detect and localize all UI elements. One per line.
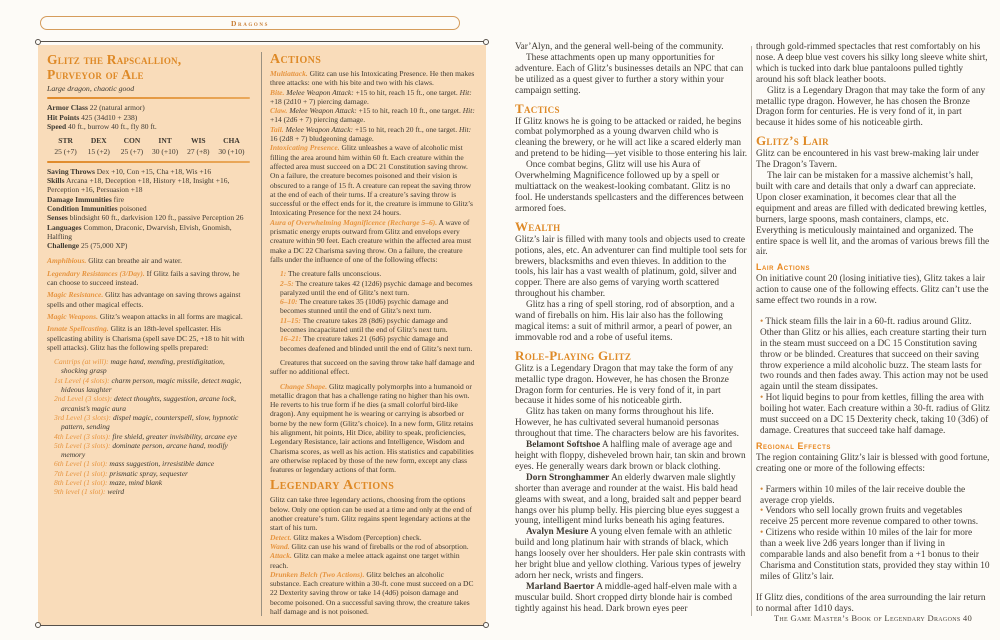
spell-row: 8th Level (1 slot): maze, mind blank	[54, 477, 163, 487]
ability-con: CON 25 (+7)	[120, 136, 144, 157]
traits-list	[47, 256, 250, 352]
spell-row: 5th Level (3 slots): dominate person, arcane hand, modify memory	[54, 440, 228, 460]
column-4	[756, 42, 990, 615]
regional-outro: If Glitz dies, conditions of the area surrounding the lair return to normal after 1d10 days.	[756, 592, 986, 614]
paragraph: Glitz is a Legendary Dragon that may take the form of any metallic type dragon. However, he has chosen the Bronze Dragon form for centuries. He is very fond of it, in part because it hides some of his noticeable girth.	[756, 85, 986, 129]
regional-bullet: • Farmers within 10 miles of the lair receive double the average crop yields.	[756, 485, 990, 507]
legendary-intro: Glitz can take three legendary actions, choosing from the options below. Only one option can be used at a time and only at the end of another creature’s turn. Glitz regains spent legendary actions at the start of his turn.	[270, 495, 472, 533]
continued-paragraph: through gold-rimmed spectacles that rest comfortably on his nose. A deep blue vest covers his silky long sleeve white shirt, which is tucked into dark blue pantaloons pulled tightly around his soft black leather boots.	[756, 42, 988, 85]
trait: Legendary Resistances (3/Day). If Glitz fails a saving throw, he can choose to succeed instead.	[47, 268, 240, 288]
lair-action-bullet: • Thick steam fills the lair in a 60-ft. radius around Glitz. Other than Glitz or his allies, each creature starting their turn in the steam must succeed on a DC 15 Constitution saving throw or be blinded. Creatures that succeed on their saving throw experience a mild alcoholic buzz. The steam lasts for two rounds and then fades away. This action may not be used again until the steam dissipates.	[756, 317, 990, 393]
ability-dex: DEX 15 (+2)	[87, 136, 110, 157]
legendary-action: Detect. Glitz makes a Wisdom (Perception) check.	[270, 532, 422, 542]
lair-paragraph: The lair can be mistaken for a massive alchemist’s hall, built with care and details that only a dwarf can appreciate. Upon closer examination, it becomes clear that all the equipment and areas are filled with dedicated brewing kettles, burners, large spoons, mash containers, clamps, etc. Everything is meticulously maintained and organized. The entire space is well lit, and the aromas of various brews fill the air.	[756, 171, 990, 258]
action: Bite. Melee Weapon Attack: +15 to hit, reach 15 ft., one target. Hit: +18 (2d10 + 7) piercing damage.	[270, 87, 472, 106]
effect-row: 16–21: The creature takes 21 (6d6) psychic damage and becomes deafened and blinded until the end of Glitz’s next turn.	[280, 334, 473, 353]
actions-column	[270, 52, 475, 616]
effects-footer: Creatures that succeed on the saving throw take half damage and suffer no additional effect.	[270, 357, 475, 377]
trait: Magic Weapons. Glitz’s weapon attacks in all forms are magical.	[47, 311, 243, 321]
roleplay-heading: Role-Playing Glitz	[515, 347, 632, 363]
skills: Skills Arcana +18, Deception +18, History +18, Insight +16, Perception +16, Persuasion +18	[47, 176, 230, 195]
spell-list	[47, 357, 250, 496]
rule-end-ring	[483, 622, 489, 628]
statblock-rule	[47, 97, 250, 99]
regional-bullet: • Vendors who sell locally grown fruits and vegetables receive 25 percent more revenue compared to other towns.	[756, 506, 990, 528]
trait: Magic Resistance. Glitz has advantage on saving throws against spells and other magical effects.	[47, 290, 241, 309]
rule-end-ring	[35, 622, 41, 628]
languages: Languages Common, Draconic, Dwarvish, Elvish, Gnomish, Halfling	[47, 222, 232, 241]
spell-row: Cantrips (at will): mage hand, mending, prestidigitation, shocking grasp	[54, 357, 225, 376]
lair-paragraph: Glitz can be encountered in his vast brew-making lair under The Dragon’s Tavern.	[756, 149, 979, 171]
legendary-action: Wand. Glitz can use his wand of fireballs or the rod of absorption.	[270, 541, 469, 551]
damage-immunities: Damage Immunities fire	[47, 194, 125, 204]
statblock-subtitle: Large dragon, chaotic good	[47, 84, 135, 93]
condition-immunities: Condition Immunities poisoned	[47, 203, 147, 213]
regional-bullet: • Citizens who reside within 10 miles of the lair for more than a week live 2d6 years longer than if living in comparable lands and also benefit from a +1 bonus to their Charisma and Constitution stats, provided they stay within 10 miles of Glitz’s lair.	[756, 528, 990, 583]
spell-row: 7th Level (1 slot): prismatic spray, sequester	[54, 468, 188, 478]
trait: Amphibious. Glitz can breathe air and water.	[47, 256, 182, 266]
character-entry: Marland Baertor A middle-aged half-elven male with a muscular build. Short cropped dirty blonde hair is combed tightly against his head. Dark brown eyes peer	[515, 581, 737, 614]
challenge-rating: Challenge 25 (75,000 XP)	[47, 241, 128, 251]
action: Intoxicating Presence. Glitz unleashes a wave of alcoholic mist filling the area around him within 60 ft. Each creature within the affected area must succeed on a DC 21 Constitution saving throw. On a failure, the creature becomes poisoned and their vision is obscured to a range of 15 ft. A creature can repeat the saving throw at the end of each of their turns. If a creature’s saving throw is successful or the effect ends for it, the creature is immune to Glitz’s Intoxicating Presence for the next 24 hours.	[270, 143, 473, 218]
tactics-heading: Tactics	[515, 100, 560, 116]
ability-str: STR 25 (+7)	[54, 136, 77, 157]
effect-row: 2–5: The creature takes 42 (12d6) psychic damage and becomes paralyzed until the end of Glitz’s next turn.	[280, 278, 473, 297]
regional-effects-heading: Regional Effects	[756, 440, 831, 451]
intro-paragraph: These attachments open up many opportunities for adventure. Each of Glitz’s businesses details an NPC that can be utilized as a quest giver to further a story within your campaign setting.	[515, 52, 744, 96]
ability-scores	[47, 136, 250, 157]
top-rule	[38, 41, 486, 42]
action: Claw. Melee Weapon Attack: +15 to hit, reach 10 ft., one target. Hit: +14 (2d6 + 7) piercing damage.	[270, 106, 475, 125]
wealth-heading: Wealth	[515, 218, 561, 234]
lair-actions-intro: On initiative count 20 (losing initiative ties), Glitz takes a lair action to cause one of the following effects. Glitz can’t use the same effect two rounds in a row.	[756, 274, 989, 307]
banner-label: Dragons	[230, 18, 269, 28]
statblock-column-divider	[261, 52, 262, 616]
stat-block-column	[47, 52, 250, 616]
spell-row: 9th level (1 slot): weird	[54, 487, 125, 497]
character-entry: Avalyn Mesiure A young elven female with an athletic build and long platinum hair with strands of black, which hangs loosely over her shoulders. Her pale skin contrasts with her bright blue and yellow clothing. Various types of jewelry adorn her neck, wrists and fingers.	[515, 527, 746, 581]
statblock-title-line1: Glitz the Rapscallion,	[47, 52, 182, 67]
page-footer: The Game Master’s Book of Legendary Dragons 40	[773, 613, 973, 623]
spell-row: 2nd Level (3 slots): detect thoughts, suggestion, arcane lock, arcanist’s magic aura	[54, 394, 236, 413]
ability-int: INT 30 (+10)	[152, 136, 179, 157]
lair-action-bullet: • Hot liquid begins to pour from kettles, filling the area with boiling hot water. Each creature within a 30-ft. radius of Glitz must succeed on a DC 15 Dexterity check, taking 10 (3d6) of damage. Creatures that succeed take half damage.	[756, 393, 990, 437]
lair-heading: Glitz’s Lair	[756, 133, 829, 149]
hit-points: Hit Points 425 (34d10 + 238)	[47, 112, 138, 122]
wealth-paragraph: Glitz’s lair is filled with many tools and objects used to create potions, ales, etc. An adventurer can find multiple tool sets for brewers, blacksmiths and even thieves. In addition to the tools, his lair has a vast wealth of platinum, gold, silver and copper. There are also gems of varying worth scattered throughout his chamber.	[515, 234, 747, 300]
armor-class: Armor Class 22 (natural armor)	[47, 103, 145, 113]
spell-row: 3rd Level (3 slots): dispel magic, counterspell, slow, hypnotic pattern, sending	[54, 412, 239, 432]
spell-row: 4th Level (3 slots): fire shield, greater invisibility, arcane eye	[54, 431, 238, 441]
effect-row: 6–10: The creature takes 35 (10d6) psychic damage and becomes stunned until the end of Glitz’s next turn.	[280, 297, 449, 316]
saving-throws: Saving Throws Dex +10, Con +15, Cha +18, Wis +16	[47, 166, 212, 176]
continued-paragraph: Var’Alyn, and the general well-being of the community.	[515, 42, 724, 52]
effect-row: 11–15: The creature takes 28 (8d6) psychic damage and becomes incapacitated until the end of Glitz’s next turn.	[280, 315, 448, 335]
lair-actions-heading: Lair Actions	[756, 262, 811, 273]
action: Aura of Overwhelming Magnificence (Recharge 5–6). A wave of prismatic energy erupts outward from Glitz and envelops every creature within 90 feet. Each creature within the affected area must make a DC 22 Charisma saving throw. On a failure, the creature falls under the influence of one of the following effects:	[270, 217, 472, 264]
regional-intro: The region containing Glitz’s lair is blessed with good fortune, creating one or more of the following effects:	[756, 452, 990, 474]
aura-effects-table	[270, 269, 475, 353]
spell-row: 1st Level (4 slots): charm person, magic missile, detect magic, hideous laughter	[54, 375, 242, 395]
column-3	[515, 42, 748, 615]
actions-heading: Actions	[270, 52, 322, 67]
action: Tail. Melee Weapon Attack: +15 to hit, reach 20 ft., one target. Hit: 16 (2d8 + 7) bludgeoning damage.	[270, 124, 472, 144]
action-change-shape: Change Shape. Glitz magically polymorphs into a humanoid or metallic dragon that has a challenge rating no higher than his own. He reverts to his true form if he dies (a small colorful bird-like dragon). Any equipment he is wearing or carrying is absorbed or borne by the new form (Glitz’s choice). In a new form, Glitz retains his alignment, hit points, Hit Dice, ability to speak, proficiencies, Legendary Resistance, lair actions and Intelligence, Wisdom and Charisma scores, as well as his action. His statistics and capabilities are otherwise replaced by those of the new form, except any class features or legendary actions of that form.	[270, 381, 474, 475]
column-divider	[751, 46, 752, 616]
action: Multiattack. Glitz can use his Intoxicating Presence. He then makes three attacks: one with his bite and two with his claws.	[270, 69, 475, 88]
effect-row: 1: The creature falls unconscious.	[280, 269, 382, 279]
legendary-action: Drunken Belch (Two Actions). Glitz belches an alcoholic substance. Each creature within a 30-ft. cone must succeed on a DC 22 Dexterity saving throw or take 14 (4d6) poison damage and become poisoned. On a successful saving throw, the creature takes half damage and is not poisoned.	[270, 569, 474, 617]
ability-cha: CHA 30 (+10)	[218, 136, 245, 157]
roleplay-paragraph: Glitz is a Legendary Dragon that may take the form of any metallic type dragon. However, he has chosen the Bronze Dragon form for centuries. He is very fond of it, in part because it hides some of his noticeable girth.	[515, 363, 734, 407]
roleplay-paragraph: Glitz has taken on many forms throughout his life. However, he has cultivated several humanoid personas throughout that time. The characters below are his favorites.	[515, 407, 739, 440]
character-entry: Dorn Stronghammer An elderly dwarven male slightly shorter than average and rounder at the waist. His bald head gleams with sweat, and a long, braided salt and pepper beard hangs over his plump belly. His piercing blue eyes suggest a young, intelligent mind lurks beneath his aging features.	[515, 472, 742, 527]
statblock-title-line2: Purveyor of Ale	[47, 67, 144, 82]
tactics-paragraph: If Glitz knows he is going to be attacked or raided, he begins combat polymorphed as a young dwarven child who is cleaning the brewery, or he will act like a scared elderly man and pretend to be hiding—yet visible to those entering his lair.	[515, 116, 748, 160]
character-entry: Belamont Softshoe A halfling male of average age and height with floppy, disheveled brown hair, tan skin and brown eyes. He generally wears dark brown or black clothing.	[515, 440, 746, 472]
ability-wis: WIS 27 (+8)	[187, 136, 210, 157]
legendary-action: Attack. Glitz can make a melee attack against one target within reach.	[270, 551, 460, 570]
senses: Senses blindsight 60 ft., darkvision 120 ft., passive Perception 26	[47, 213, 244, 223]
spell-row: 6th Level (1 slot): mass suggestion, irresistible dance	[54, 459, 215, 469]
wealth-paragraph: Glitz has a ring of spell storing, rod of absorption, and a wand of fireballs on him. His lair also has the following magical items: a suit of mithril armor, a pearl of power, an immovable rod and a robe of useful items.	[515, 300, 735, 343]
legendary-actions-heading: Legendary Actions	[270, 478, 395, 494]
page-banner	[40, 16, 460, 30]
statblock-rule	[47, 161, 250, 163]
stat-block	[38, 45, 486, 626]
tactics-paragraph: Once combat begins, Glitz will use his Aura of Overwhelming Magnificence followed up by a spell or multiattack on the weakest-looking combatant. Glitz is no fool. He understands spellcasters and the differences between armored foes.	[515, 160, 744, 214]
speed: Speed 40 ft., burrow 40 ft., fly 80 ft.	[47, 121, 157, 131]
trait: Innate Spellcasting. Glitz is an 18th-level spellcaster. His spellcasting ability is Charisma (spell save DC 25, +18 to hit with spell attacks). Glitz has the following spells prepared:	[47, 324, 245, 352]
